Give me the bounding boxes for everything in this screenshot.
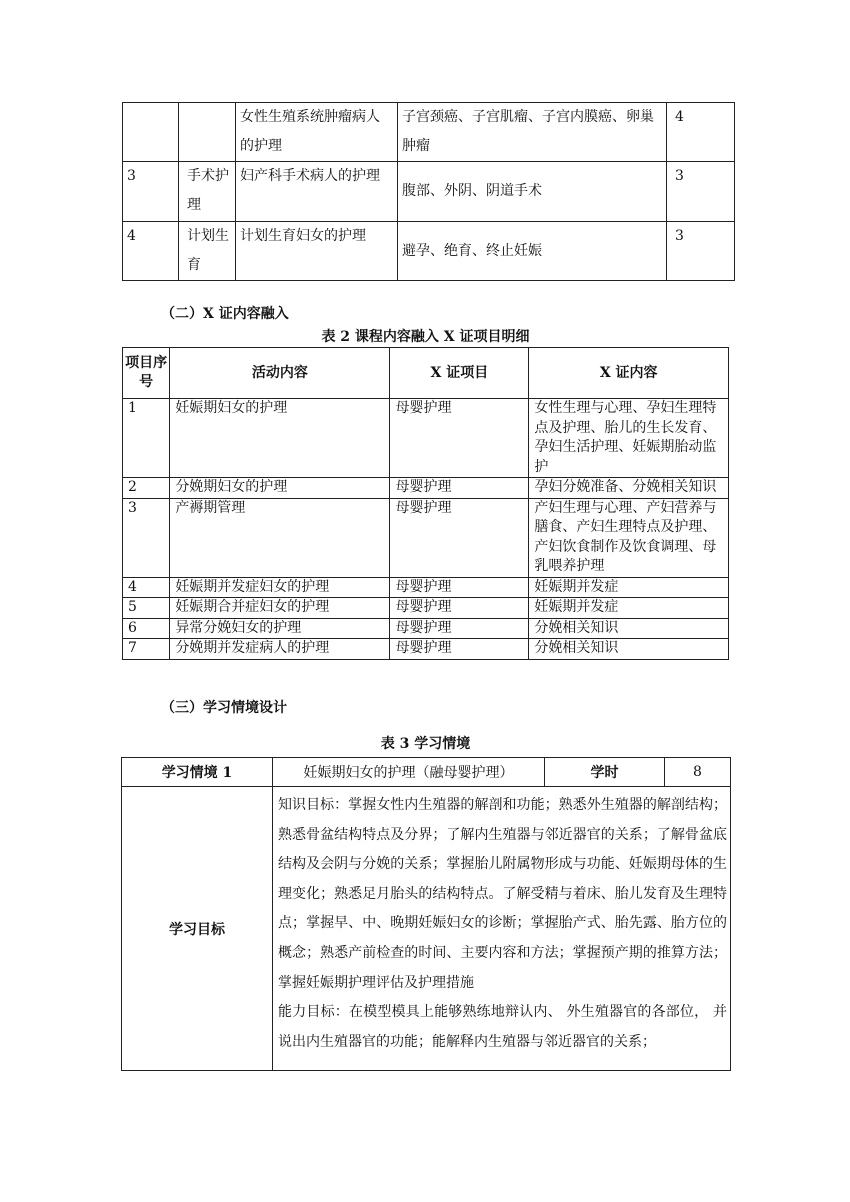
certificate-content: 妊娠期并发症 [529, 577, 729, 598]
table-row [122, 758, 731, 787]
row-number [123, 103, 179, 162]
activity-content: 分娩期并发症病人的护理 [170, 639, 390, 660]
table-row [123, 399, 729, 478]
item-number: 3 [123, 498, 170, 577]
learning-situation-table [121, 757, 731, 1071]
table-row [123, 162, 735, 222]
table-caption: 表 2 课程内容融入 X 证项目明细 [321, 329, 530, 345]
item-number: 5 [123, 598, 170, 619]
table-row [123, 577, 729, 598]
section-heading: （二）X 证内容融入 [161, 306, 289, 322]
row-number: 3 [123, 162, 179, 222]
certificate-content: 产妇生理与心理、产妇营养与膳食、产妇生理特点及护理、产妇饮食制作及饮食调理、母乳喂养护理 [529, 498, 729, 577]
row-name: 女性生殖系统肿瘤病人的护理 [236, 103, 398, 162]
item-number: 4 [123, 577, 170, 598]
column-header: 活动内容 [170, 348, 390, 399]
certificate-content: 分娩相关知识 [529, 639, 729, 660]
table-header-row [123, 348, 729, 399]
x-certificate-table [122, 347, 729, 660]
table-row [123, 498, 729, 577]
goal-label: 学习目标 [122, 787, 273, 1071]
item-number: 1 [123, 399, 170, 478]
section-heading: （三）学习情境设计 [161, 700, 287, 716]
item-number: 2 [123, 478, 170, 499]
activity-content: 分娩期妇女的护理 [170, 478, 390, 499]
item-number: 7 [123, 639, 170, 660]
certificate-content: 孕妇分娩准备、分娩相关知识 [529, 478, 729, 499]
row-category: 手术护理 [179, 162, 236, 222]
certificate-project: 母婴护理 [390, 639, 529, 660]
table-row [123, 598, 729, 619]
certificate-content: 妊娠期并发症 [529, 598, 729, 619]
certificate-project: 母婴护理 [390, 577, 529, 598]
table-row [122, 787, 731, 1071]
certificate-project: 母婴护理 [390, 618, 529, 639]
certificate-content: 女性生理与心理、孕妇生理特点及护理、胎儿的生长发育、孕妇生活护理、妊娠期胎动监护 [529, 399, 729, 478]
table-row [123, 639, 729, 660]
table-row [123, 618, 729, 639]
activity-content: 妊娠期并发症妇女的护理 [170, 577, 390, 598]
activity-content: 异常分娩妇女的护理 [170, 618, 390, 639]
ability-goal: 能力目标：在模型模具上能够熟练地辩认内、 外生殖器官的各部位， 并说出内生殖器官的功能；能解释内生殖器与邻近器官的关系； [278, 1004, 727, 1050]
row-content: 避孕、绝育、终止妊娠 [398, 222, 667, 281]
situation-value: 妊娠期妇女的护理（融母婴护理） [273, 758, 545, 787]
row-category [179, 103, 236, 162]
activity-content: 产褥期管理 [170, 498, 390, 577]
certificate-project: 母婴护理 [390, 598, 529, 619]
table-row [123, 222, 735, 281]
course-content-table [122, 102, 735, 281]
knowledge-goal: 知识目标：掌握女性内生殖器的解剖和功能；熟悉外生殖器的解剖结构；熟悉骨盆结构特点及分界；了解内生殖器与邻近器官的关系；了解骨盆底结构及会阴与分娩的关系；掌握胎儿附属物形成与功能、妊娠期母体的生理变化；熟悉足月胎头的结构特点。了解受精与着床、胎儿发育及生理特点；掌握早、中、晚期妊娠妇女的诊断；掌握胎产式、胎先露、胎方位的概念；熟悉产前检查的时间、主要内容和方法；掌握预产期的推算方法；掌握妊娠期护理评估及护理措施 [278, 797, 727, 991]
row-hours: 3 [667, 222, 735, 281]
certificate-project: 母婴护理 [390, 498, 529, 577]
table-caption: 表 3 学习情境 [380, 736, 471, 752]
table-row [123, 478, 729, 499]
item-number: 6 [123, 618, 170, 639]
row-hours: 3 [667, 162, 735, 222]
row-category: 计划生育 [179, 222, 236, 281]
row-content: 腹部、外阴、阴道手术 [398, 162, 667, 222]
row-name: 计划生育妇女的护理 [236, 222, 398, 281]
row-hours: 4 [667, 103, 735, 162]
table-row [123, 103, 735, 162]
row-content: 子宫颈癌、子宫肌瘤、子宫内膜癌、卵巢肿瘤 [398, 103, 667, 162]
certificate-project: 母婴护理 [390, 478, 529, 499]
activity-content: 妊娠期合并症妇女的护理 [170, 598, 390, 619]
row-number: 4 [123, 222, 179, 281]
situation-label: 学习情境 1 [122, 758, 273, 787]
column-header: X 证内容 [529, 348, 729, 399]
goal-text [273, 787, 731, 1071]
certificate-project: 母婴护理 [390, 399, 529, 478]
column-header: X 证项目 [390, 348, 529, 399]
hours-label: 学时 [545, 758, 665, 787]
column-header: 项目序号 [123, 348, 170, 399]
certificate-content: 分娩相关知识 [529, 618, 729, 639]
row-name: 妇产科手术病人的护理 [236, 162, 398, 222]
hours-value: 8 [665, 758, 731, 787]
activity-content: 妊娠期妇女的护理 [170, 399, 390, 478]
